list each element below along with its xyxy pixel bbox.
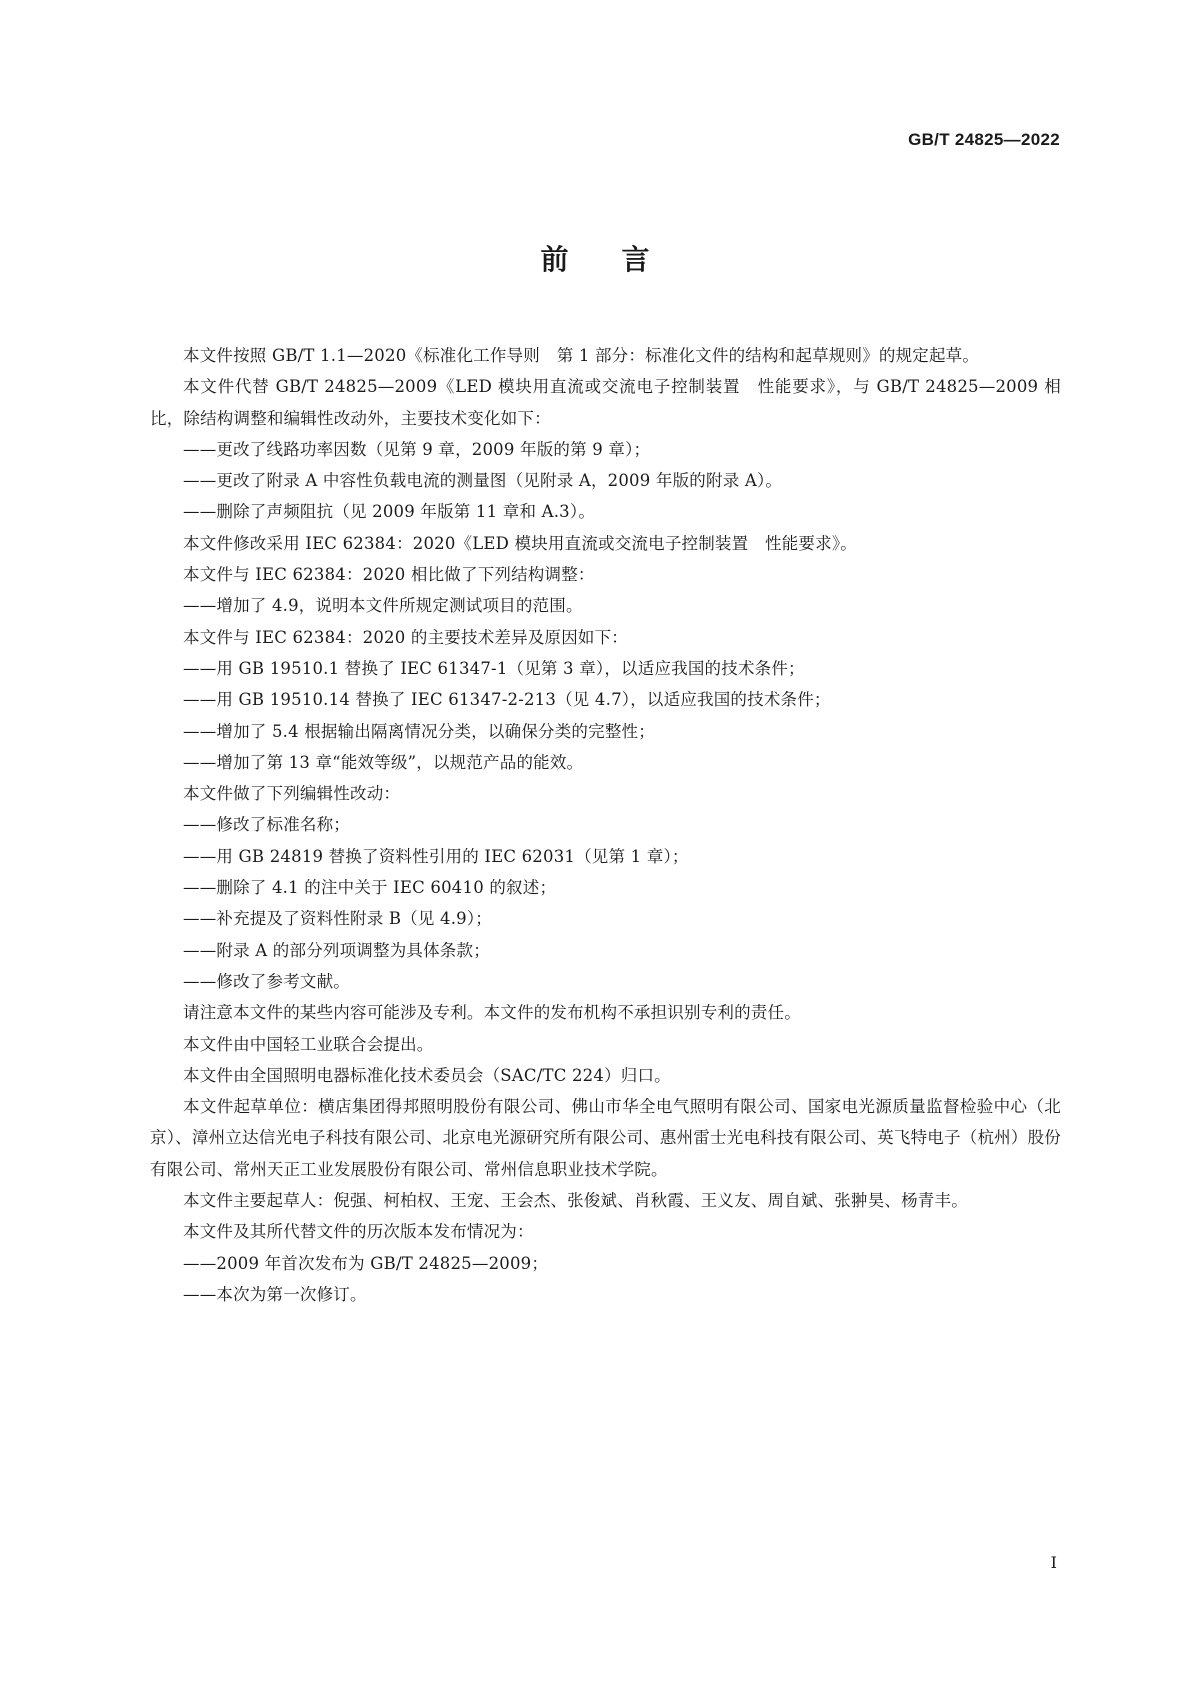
page-number: I bbox=[1050, 1553, 1057, 1572]
list-item: ——修改了标准名称； bbox=[183, 815, 350, 835]
list-item: ——增加了 5.4 根据输出隔离情况分类，以确保分类的完整性； bbox=[183, 721, 655, 741]
list-item: ——更改了附录 A 中容性负载电流的测量图（见附录 A，2009 年版的附录 A）。 bbox=[183, 471, 783, 491]
list-item: ——用 GB 19510.1 替换了 IEC 61347-1（见第 3 章），以适应我国的技术条件； bbox=[183, 658, 805, 678]
paragraph-drafting-rules: 本文件按照 GB/T 1.1—2020《标准化工作导则 第 1 部分：标准化文件的结构和起草规则》的规定起草。 bbox=[183, 346, 980, 365]
paragraph-editorial-changes: 本文件做了下列编辑性改动： bbox=[183, 784, 401, 804]
foreword-body bbox=[150, 340, 1061, 1310]
list-item: ——补充提及了资料性附录 B（见 4.9）； bbox=[183, 909, 493, 929]
paragraph-adoption: 本文件修改采用 IEC 62384：2020《LED 模块用直流或交流电子控制装置 性能要求》。 bbox=[183, 533, 857, 553]
list-item: ——附录 A 的部分列项调整为具体条款； bbox=[183, 940, 490, 960]
list-item: ——修改了参考文献。 bbox=[183, 971, 350, 991]
list-item: ——增加了 4.9，说明本文件所规定测试项目的范围。 bbox=[183, 596, 583, 616]
list-item: ——本次为第一次修订。 bbox=[183, 1284, 367, 1304]
paragraph-replacement: 本文件代替 GB/T 24825—2009《LED 模块用直流或交流电子控制装置 性能要求》，与 GB/T 24825—2009 相比，除结构调整和编辑性改动外，主要技术变化如下： bbox=[150, 377, 1061, 428]
paragraph-drafters: 本文件主要起草人：倪强、柯柏权、王宠、王会杰、张俊斌、肖秋霞、王义友、周自斌、张翀昊、杨青丰。 bbox=[183, 1191, 968, 1211]
paragraph-structural-changes: 本文件与 IEC 62384：2020 相比做了下列结构调整： bbox=[183, 565, 595, 585]
list-item: ——用 GB 19510.14 替换了 IEC 61347-2-213（见 4.7），以适应我国的技术条件； bbox=[183, 690, 831, 710]
list-item: ——更改了线路功率因数（见第 9 章，2009 年版的第 9 章）； bbox=[183, 439, 651, 459]
list-item: ——删除了 4.1 的注中关于 IEC 60410 的叙述； bbox=[183, 878, 557, 898]
paragraph-proposer: 本文件由中国轻工业联合会提出。 bbox=[183, 1034, 434, 1054]
list-item: ——用 GB 24819 替换了资料性引用的 IEC 62031（见第 1 章）； bbox=[183, 846, 689, 866]
document-number: GB/T 24825—2022 bbox=[908, 130, 1060, 149]
title-char-1: 前 bbox=[540, 243, 570, 276]
title-char-2: 言 bbox=[621, 243, 651, 276]
paragraph-version-history: 本文件及其所代替文件的历次版本发布情况为： bbox=[183, 1222, 534, 1242]
list-item: ——删除了声频阻抗（见 2009 年版第 11 章和 A.3）。 bbox=[183, 502, 596, 522]
paragraph-drafting-units: 本文件起草单位：横店集团得邦照明股份有限公司、佛山市华全电气照明有限公司、国家电光源质量监督检验中心（北京）、漳州立达信光电子科技有限公司、北京电光源研究所有限公司、惠州雷士光电科技有限公司、英飞特电子（杭州）股份有限公司、常州天正工业发展股份有限公司、常州信息职业技术学院。 bbox=[150, 1097, 1061, 1179]
page-title bbox=[0, 238, 1191, 278]
paragraph-committee: 本文件由全国照明电器标准化技术委员会（SAC/TC 224）归口。 bbox=[183, 1065, 671, 1085]
paragraph-technical-differences: 本文件与 IEC 62384：2020 的主要技术差异及原因如下： bbox=[183, 627, 629, 647]
list-item: ——增加了第 13 章“能效等级”，以规范产品的能效。 bbox=[183, 752, 584, 772]
list-item: ——2009 年首次发布为 GB/T 24825—2009； bbox=[183, 1253, 549, 1273]
paragraph-patent-notice: 请注意本文件的某些内容可能涉及专利。本文件的发布机构不承担识别专利的责任。 bbox=[183, 1003, 801, 1023]
